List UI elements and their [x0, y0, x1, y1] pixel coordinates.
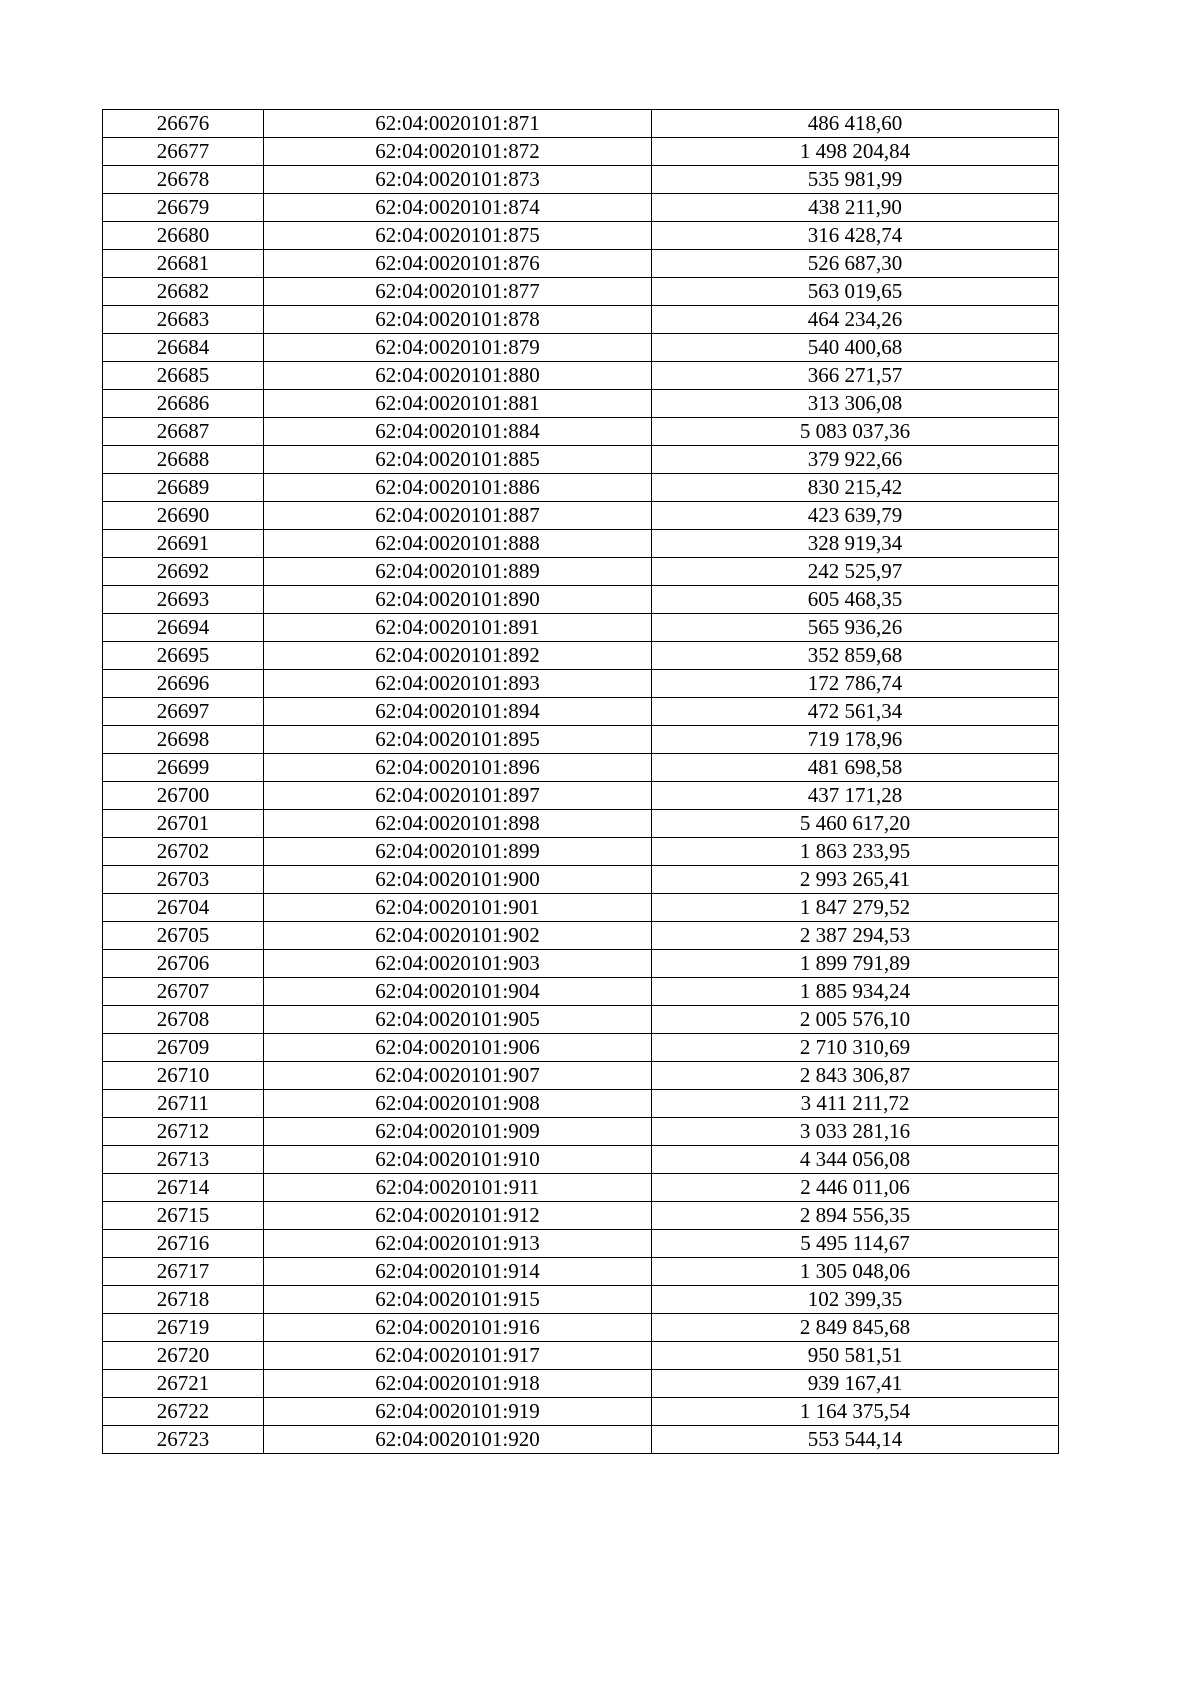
cadastral-value-cell: 563 019,65 — [652, 278, 1059, 306]
row-number-cell: 26712 — [103, 1118, 264, 1146]
row-number-cell: 26677 — [103, 138, 264, 166]
row-number-cell: 26722 — [103, 1398, 264, 1426]
table-row — [103, 1314, 1059, 1342]
cadastral-number-cell: 62:04:0020101:912 — [264, 1202, 652, 1230]
row-number-cell: 26701 — [103, 810, 264, 838]
table-row — [103, 866, 1059, 894]
cadastral-number-cell: 62:04:0020101:878 — [264, 306, 652, 334]
cadastral-value-cell: 535 981,99 — [652, 166, 1059, 194]
table-row — [103, 1398, 1059, 1426]
row-number-cell: 26680 — [103, 222, 264, 250]
cadastral-value-cell: 242 525,97 — [652, 558, 1059, 586]
cadastral-number-cell: 62:04:0020101:894 — [264, 698, 652, 726]
cadastral-number-cell: 62:04:0020101:908 — [264, 1090, 652, 1118]
cadastral-number-cell: 62:04:0020101:906 — [264, 1034, 652, 1062]
row-number-cell: 26700 — [103, 782, 264, 810]
table-row — [103, 1202, 1059, 1230]
table-row — [103, 418, 1059, 446]
cadastral-value-cell: 316 428,74 — [652, 222, 1059, 250]
cadastral-number-cell: 62:04:0020101:888 — [264, 530, 652, 558]
cadastral-number-cell: 62:04:0020101:887 — [264, 502, 652, 530]
cadastral-value-cell: 2 710 310,69 — [652, 1034, 1059, 1062]
cadastral-value-cell: 553 544,14 — [652, 1426, 1059, 1454]
table-row — [103, 1034, 1059, 1062]
cadastral-value-cell: 437 171,28 — [652, 782, 1059, 810]
row-number-cell: 26716 — [103, 1230, 264, 1258]
table-body — [103, 110, 1059, 1454]
cadastral-value-cell: 540 400,68 — [652, 334, 1059, 362]
cadastral-number-cell: 62:04:0020101:901 — [264, 894, 652, 922]
cadastral-value-cell: 526 687,30 — [652, 250, 1059, 278]
cadastral-value-cell: 328 919,34 — [652, 530, 1059, 558]
table-row — [103, 502, 1059, 530]
row-number-cell: 26684 — [103, 334, 264, 362]
table-row — [103, 614, 1059, 642]
cadastral-value-cell: 605 468,35 — [652, 586, 1059, 614]
cadastral-value-cell: 1 885 934,24 — [652, 978, 1059, 1006]
row-number-cell: 26681 — [103, 250, 264, 278]
row-number-cell: 26688 — [103, 446, 264, 474]
cadastral-value-cell: 1 863 233,95 — [652, 838, 1059, 866]
cadastral-value-cell: 379 922,66 — [652, 446, 1059, 474]
cadastral-number-cell: 62:04:0020101:902 — [264, 922, 652, 950]
row-number-cell: 26693 — [103, 586, 264, 614]
row-number-cell: 26709 — [103, 1034, 264, 1062]
row-number-cell: 26691 — [103, 530, 264, 558]
cadastral-number-cell: 62:04:0020101:875 — [264, 222, 652, 250]
row-number-cell: 26676 — [103, 110, 264, 138]
cadastral-value-cell: 438 211,90 — [652, 194, 1059, 222]
cadastral-value-cell: 5 083 037,36 — [652, 418, 1059, 446]
table-row — [103, 474, 1059, 502]
table-row — [103, 558, 1059, 586]
row-number-cell: 26678 — [103, 166, 264, 194]
cadastral-number-cell: 62:04:0020101:884 — [264, 418, 652, 446]
cadastral-value-cell: 5 460 617,20 — [652, 810, 1059, 838]
cadastral-value-table — [102, 109, 1059, 1454]
row-number-cell: 26679 — [103, 194, 264, 222]
cadastral-number-cell: 62:04:0020101:879 — [264, 334, 652, 362]
table-row — [103, 1286, 1059, 1314]
row-number-cell: 26685 — [103, 362, 264, 390]
table-row — [103, 1006, 1059, 1034]
row-number-cell: 26708 — [103, 1006, 264, 1034]
cadastral-value-cell: 481 698,58 — [652, 754, 1059, 782]
cadastral-number-cell: 62:04:0020101:899 — [264, 838, 652, 866]
table-row — [103, 1258, 1059, 1286]
cadastral-number-cell: 62:04:0020101:919 — [264, 1398, 652, 1426]
table-row — [103, 586, 1059, 614]
table-row — [103, 698, 1059, 726]
cadastral-number-cell: 62:04:0020101:876 — [264, 250, 652, 278]
table-row — [103, 166, 1059, 194]
cadastral-value-cell: 1 498 204,84 — [652, 138, 1059, 166]
row-number-cell: 26682 — [103, 278, 264, 306]
row-number-cell: 26703 — [103, 866, 264, 894]
cadastral-value-cell: 472 561,34 — [652, 698, 1059, 726]
table-row — [103, 194, 1059, 222]
cadastral-number-cell: 62:04:0020101:891 — [264, 614, 652, 642]
cadastral-value-cell: 2 005 576,10 — [652, 1006, 1059, 1034]
cadastral-number-cell: 62:04:0020101:886 — [264, 474, 652, 502]
table-row — [103, 250, 1059, 278]
cadastral-number-cell: 62:04:0020101:918 — [264, 1370, 652, 1398]
table-row — [103, 278, 1059, 306]
row-number-cell: 26698 — [103, 726, 264, 754]
cadastral-number-cell: 62:04:0020101:905 — [264, 1006, 652, 1034]
row-number-cell: 26695 — [103, 642, 264, 670]
cadastral-number-cell: 62:04:0020101:871 — [264, 110, 652, 138]
cadastral-value-cell: 352 859,68 — [652, 642, 1059, 670]
cadastral-number-cell: 62:04:0020101:874 — [264, 194, 652, 222]
table-row — [103, 1230, 1059, 1258]
row-number-cell: 26707 — [103, 978, 264, 1006]
table-row — [103, 894, 1059, 922]
cadastral-value-cell: 3 411 211,72 — [652, 1090, 1059, 1118]
cadastral-number-cell: 62:04:0020101:915 — [264, 1286, 652, 1314]
row-number-cell: 26714 — [103, 1174, 264, 1202]
cadastral-number-cell: 62:04:0020101:898 — [264, 810, 652, 838]
cadastral-number-cell: 62:04:0020101:910 — [264, 1146, 652, 1174]
cadastral-value-cell: 2 894 556,35 — [652, 1202, 1059, 1230]
table-row — [103, 446, 1059, 474]
table-row — [103, 306, 1059, 334]
cadastral-number-cell: 62:04:0020101:911 — [264, 1174, 652, 1202]
table-row — [103, 1146, 1059, 1174]
cadastral-value-cell: 3 033 281,16 — [652, 1118, 1059, 1146]
cadastral-value-cell: 1 899 791,89 — [652, 950, 1059, 978]
table-row — [103, 1174, 1059, 1202]
cadastral-value-cell: 313 306,08 — [652, 390, 1059, 418]
table-row — [103, 390, 1059, 418]
table-row — [103, 978, 1059, 1006]
cadastral-number-cell: 62:04:0020101:896 — [264, 754, 652, 782]
row-number-cell: 26717 — [103, 1258, 264, 1286]
row-number-cell: 26687 — [103, 418, 264, 446]
table-row — [103, 670, 1059, 698]
cadastral-number-cell: 62:04:0020101:895 — [264, 726, 652, 754]
cadastral-number-cell: 62:04:0020101:889 — [264, 558, 652, 586]
cadastral-value-cell: 4 344 056,08 — [652, 1146, 1059, 1174]
row-number-cell: 26702 — [103, 838, 264, 866]
cadastral-value-cell: 486 418,60 — [652, 110, 1059, 138]
row-number-cell: 26683 — [103, 306, 264, 334]
row-number-cell: 26713 — [103, 1146, 264, 1174]
cadastral-value-cell: 950 581,51 — [652, 1342, 1059, 1370]
cadastral-number-cell: 62:04:0020101:890 — [264, 586, 652, 614]
table-row — [103, 1062, 1059, 1090]
row-number-cell: 26696 — [103, 670, 264, 698]
table-row — [103, 922, 1059, 950]
table-row — [103, 1426, 1059, 1454]
cadastral-number-cell: 62:04:0020101:913 — [264, 1230, 652, 1258]
cadastral-number-cell: 62:04:0020101:877 — [264, 278, 652, 306]
row-number-cell: 26720 — [103, 1342, 264, 1370]
row-number-cell: 26705 — [103, 922, 264, 950]
cadastral-number-cell: 62:04:0020101:893 — [264, 670, 652, 698]
row-number-cell: 26690 — [103, 502, 264, 530]
cadastral-value-cell: 366 271,57 — [652, 362, 1059, 390]
cadastral-value-cell: 2 387 294,53 — [652, 922, 1059, 950]
cadastral-number-cell: 62:04:0020101:873 — [264, 166, 652, 194]
row-number-cell: 26686 — [103, 390, 264, 418]
table-row — [103, 782, 1059, 810]
table-row — [103, 950, 1059, 978]
cadastral-value-cell: 1 164 375,54 — [652, 1398, 1059, 1426]
table-row — [103, 810, 1059, 838]
table-row — [103, 642, 1059, 670]
cadastral-value-cell: 5 495 114,67 — [652, 1230, 1059, 1258]
cadastral-value-cell: 464 234,26 — [652, 306, 1059, 334]
row-number-cell: 26694 — [103, 614, 264, 642]
table-row — [103, 530, 1059, 558]
row-number-cell: 26706 — [103, 950, 264, 978]
cadastral-number-cell: 62:04:0020101:903 — [264, 950, 652, 978]
table-row — [103, 334, 1059, 362]
cadastral-value-cell: 565 936,26 — [652, 614, 1059, 642]
table-row — [103, 754, 1059, 782]
table-row — [103, 1090, 1059, 1118]
cadastral-number-cell: 62:04:0020101:885 — [264, 446, 652, 474]
cadastral-value-cell: 719 178,96 — [652, 726, 1059, 754]
cadastral-value-cell: 2 446 011,06 — [652, 1174, 1059, 1202]
table-row — [103, 110, 1059, 138]
row-number-cell: 26715 — [103, 1202, 264, 1230]
table-row — [103, 1370, 1059, 1398]
row-number-cell: 26704 — [103, 894, 264, 922]
row-number-cell: 26699 — [103, 754, 264, 782]
table-row — [103, 1118, 1059, 1146]
cadastral-number-cell: 62:04:0020101:897 — [264, 782, 652, 810]
row-number-cell: 26711 — [103, 1090, 264, 1118]
table-row — [103, 138, 1059, 166]
cadastral-value-cell: 1 305 048,06 — [652, 1258, 1059, 1286]
cadastral-value-cell: 939 167,41 — [652, 1370, 1059, 1398]
table-row — [103, 1342, 1059, 1370]
row-number-cell: 26689 — [103, 474, 264, 502]
row-number-cell: 26719 — [103, 1314, 264, 1342]
row-number-cell: 26710 — [103, 1062, 264, 1090]
cadastral-number-cell: 62:04:0020101:872 — [264, 138, 652, 166]
cadastral-number-cell: 62:04:0020101:916 — [264, 1314, 652, 1342]
cadastral-value-cell: 102 399,35 — [652, 1286, 1059, 1314]
table-row — [103, 222, 1059, 250]
cadastral-value-cell: 830 215,42 — [652, 474, 1059, 502]
row-number-cell: 26697 — [103, 698, 264, 726]
table-row — [103, 362, 1059, 390]
row-number-cell: 26723 — [103, 1426, 264, 1454]
cadastral-number-cell: 62:04:0020101:920 — [264, 1426, 652, 1454]
cadastral-number-cell: 62:04:0020101:892 — [264, 642, 652, 670]
cadastral-value-cell: 2 849 845,68 — [652, 1314, 1059, 1342]
cadastral-number-cell: 62:04:0020101:917 — [264, 1342, 652, 1370]
cadastral-number-cell: 62:04:0020101:881 — [264, 390, 652, 418]
cadastral-number-cell: 62:04:0020101:904 — [264, 978, 652, 1006]
cadastral-number-cell: 62:04:0020101:914 — [264, 1258, 652, 1286]
row-number-cell: 26692 — [103, 558, 264, 586]
cadastral-number-cell: 62:04:0020101:900 — [264, 866, 652, 894]
cadastral-value-cell: 423 639,79 — [652, 502, 1059, 530]
cadastral-value-cell: 1 847 279,52 — [652, 894, 1059, 922]
cadastral-value-cell: 172 786,74 — [652, 670, 1059, 698]
table-row — [103, 726, 1059, 754]
cadastral-number-cell: 62:04:0020101:909 — [264, 1118, 652, 1146]
row-number-cell: 26721 — [103, 1370, 264, 1398]
table-row — [103, 838, 1059, 866]
cadastral-value-cell: 2 993 265,41 — [652, 866, 1059, 894]
cadastral-number-cell: 62:04:0020101:880 — [264, 362, 652, 390]
row-number-cell: 26718 — [103, 1286, 264, 1314]
cadastral-value-cell: 2 843 306,87 — [652, 1062, 1059, 1090]
cadastral-number-cell: 62:04:0020101:907 — [264, 1062, 652, 1090]
